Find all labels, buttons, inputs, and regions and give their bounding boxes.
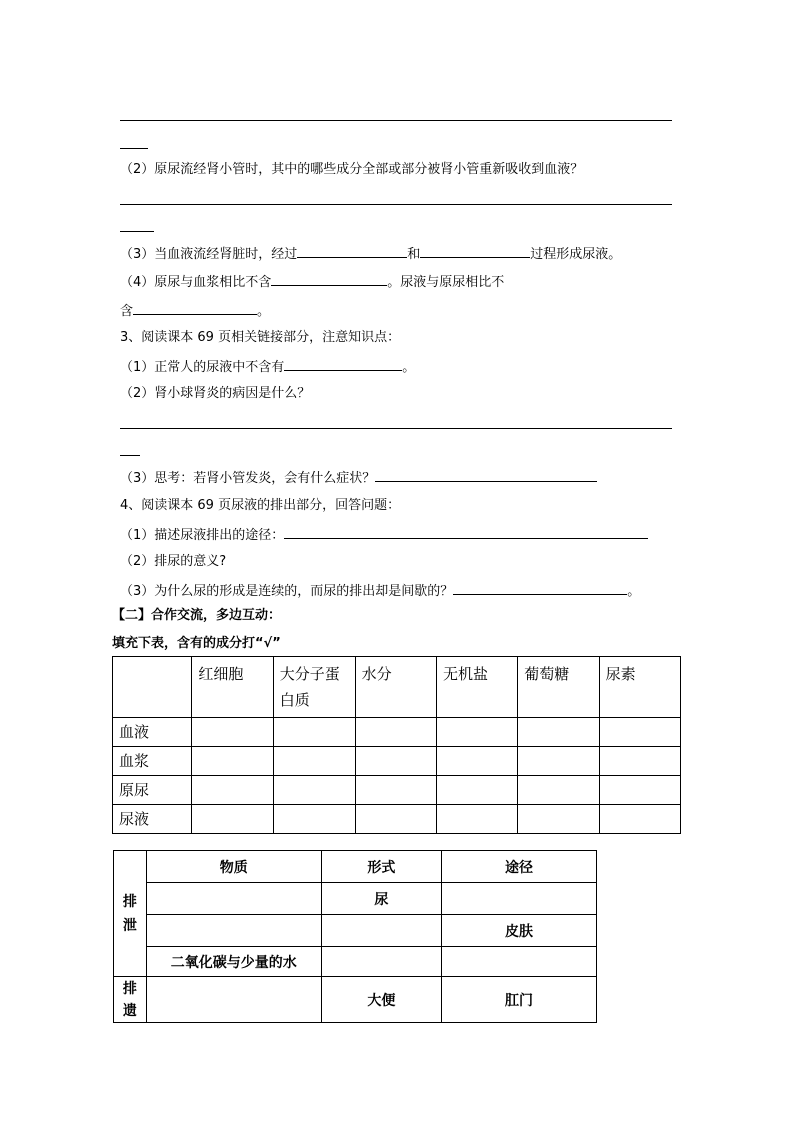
answer-line[interactable] bbox=[120, 428, 672, 429]
answer-cell[interactable] bbox=[273, 747, 355, 776]
row-label: 血浆 bbox=[113, 747, 192, 776]
answer-cell[interactable] bbox=[355, 805, 436, 834]
answer-cell[interactable] bbox=[599, 776, 680, 805]
form-cell: 大便 bbox=[321, 977, 441, 1023]
answer-cell[interactable] bbox=[273, 805, 355, 834]
answer-cell[interactable] bbox=[273, 776, 355, 805]
answer-line[interactable] bbox=[120, 120, 672, 121]
answer-cell[interactable] bbox=[441, 883, 596, 915]
table-row bbox=[114, 883, 597, 915]
answer-cell[interactable] bbox=[146, 915, 321, 947]
answer-cell[interactable] bbox=[436, 805, 517, 834]
blank[interactable] bbox=[133, 300, 257, 315]
question-4-3: （3）为什么尿的形成是连续的，而尿的排出却是间歇的？ 。 bbox=[120, 580, 640, 602]
answer-cell[interactable] bbox=[192, 747, 273, 776]
section-2-heading: 【二】合作交流，多边互动： bbox=[112, 608, 282, 623]
table-row bbox=[113, 805, 681, 834]
substance-cell: 二氧化碳与少量的水 bbox=[146, 947, 321, 977]
route-cell: 肛门 bbox=[441, 977, 596, 1023]
answer-cell[interactable] bbox=[518, 747, 599, 776]
table-header-cell: 尿素 bbox=[599, 657, 680, 718]
row-label: 原尿 bbox=[113, 776, 192, 805]
table-header-cell: 葡萄糖 bbox=[518, 657, 599, 718]
table-header-cell: 水分 bbox=[355, 657, 436, 718]
answer-cell[interactable] bbox=[599, 747, 680, 776]
answer-cell[interactable] bbox=[518, 718, 599, 747]
question-3-2: （2）肾小球肾炎的病因是什么？ bbox=[120, 386, 311, 401]
answer-cell[interactable] bbox=[192, 718, 273, 747]
answer-cell[interactable] bbox=[192, 805, 273, 834]
table-header-cell: 形式 bbox=[321, 851, 441, 883]
answer-cell[interactable] bbox=[518, 776, 599, 805]
answer-cell[interactable] bbox=[436, 718, 517, 747]
answer-cell[interactable] bbox=[355, 747, 436, 776]
blank[interactable] bbox=[375, 467, 597, 482]
table-header-cell bbox=[113, 657, 192, 718]
blank[interactable] bbox=[284, 356, 402, 371]
blank[interactable] bbox=[420, 243, 530, 258]
table-header-cell: 红细胞 bbox=[192, 657, 273, 718]
answer-cell[interactable] bbox=[355, 718, 436, 747]
table-row bbox=[113, 718, 681, 747]
blank[interactable] bbox=[453, 580, 627, 595]
answer-cell[interactable] bbox=[599, 805, 680, 834]
question-2-4: （4）原尿与血浆相比不含 。尿液与原尿相比不 bbox=[120, 271, 504, 293]
question-2-3: （3）当血液流经肾脏时，经过 和 过程形成尿液。 bbox=[120, 243, 621, 265]
answer-line-tail bbox=[120, 455, 140, 456]
table-row bbox=[113, 747, 681, 776]
answer-line-tail bbox=[120, 231, 154, 232]
question-2-2: （2）原尿流经肾小管时，其中的哪些成分全部或部分被肾小管重新吸收到血液？ bbox=[120, 162, 584, 177]
answer-cell[interactable] bbox=[146, 977, 321, 1023]
answer-cell[interactable] bbox=[146, 883, 321, 915]
table-row bbox=[114, 977, 597, 1023]
answer-cell[interactable] bbox=[599, 718, 680, 747]
answer-line[interactable] bbox=[120, 204, 672, 205]
excretion-table bbox=[113, 850, 597, 1023]
table-header-cell: 物质 bbox=[146, 851, 321, 883]
question-2-4-cont: 含 。 bbox=[120, 300, 270, 322]
answer-cell[interactable] bbox=[273, 718, 355, 747]
blank[interactable] bbox=[271, 271, 387, 286]
table-header-cell: 无机盐 bbox=[436, 657, 517, 718]
answer-line-tail bbox=[120, 148, 148, 149]
question-3-3: （3）思考：若肾小管发炎，会有什么症状？ bbox=[120, 467, 597, 489]
form-cell: 尿 bbox=[321, 883, 441, 915]
blank[interactable] bbox=[297, 243, 407, 258]
answer-cell[interactable] bbox=[355, 776, 436, 805]
components-table bbox=[112, 656, 681, 834]
question-4-2: （2）排尿的意义? bbox=[120, 554, 227, 569]
section-3-title: 3、阅读课本 69 页相关链接部分，注意知识点： bbox=[120, 330, 401, 345]
blank[interactable] bbox=[284, 524, 648, 539]
answer-cell[interactable] bbox=[441, 947, 596, 977]
answer-cell[interactable] bbox=[436, 747, 517, 776]
answer-cell[interactable] bbox=[321, 947, 441, 977]
row-label: 尿液 bbox=[113, 805, 192, 834]
answer-cell[interactable] bbox=[436, 776, 517, 805]
question-4-1: （1）描述尿液排出的途径： bbox=[120, 524, 648, 546]
table-header-cell: 途径 bbox=[441, 851, 596, 883]
route-cell: 皮肤 bbox=[441, 915, 596, 947]
answer-cell[interactable] bbox=[518, 805, 599, 834]
table-row bbox=[114, 915, 597, 947]
table-row bbox=[114, 947, 597, 977]
group-label-excretion: 排泄 bbox=[114, 851, 147, 977]
table-row bbox=[113, 776, 681, 805]
answer-cell[interactable] bbox=[192, 776, 273, 805]
table1-caption: 填充下表，含有的成分打“√” bbox=[112, 636, 281, 651]
section-4-title: 4、阅读课本 69 页尿液的排出部分，回答问题： bbox=[120, 498, 401, 513]
question-3-1: （1）正常人的尿液中不含有 。 bbox=[120, 356, 415, 378]
row-label: 血液 bbox=[113, 718, 192, 747]
table-header-cell: 大分子蛋白质 bbox=[273, 657, 355, 718]
group-label-egestion: 排遗 bbox=[114, 977, 147, 1023]
answer-cell[interactable] bbox=[321, 915, 441, 947]
